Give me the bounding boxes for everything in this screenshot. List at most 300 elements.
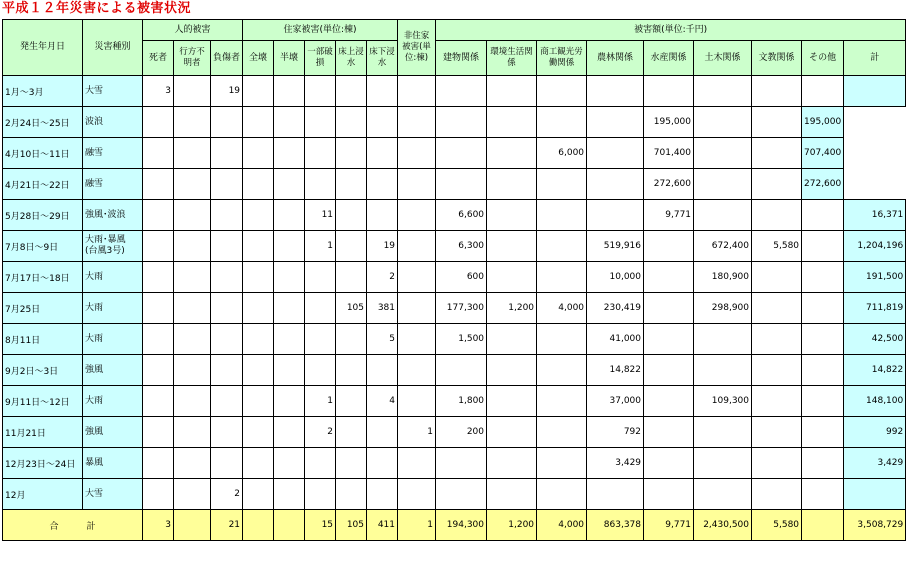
- row-total-cell: 16,371: [844, 200, 906, 231]
- value-cell: [587, 107, 644, 138]
- row-total-cell: 148,100: [844, 386, 906, 417]
- disaster-type-cell: 大雨･暴風 (台風3号): [83, 231, 143, 262]
- value-cell: [587, 138, 644, 169]
- total-value-cell: 21: [211, 510, 243, 541]
- value-cell: [487, 324, 537, 355]
- value-cell: [274, 169, 305, 200]
- total-value-cell: 5,580: [752, 510, 802, 541]
- value-cell: [487, 231, 537, 262]
- value-cell: [537, 200, 587, 231]
- value-cell: [644, 479, 694, 510]
- value-cell: [802, 262, 844, 293]
- subheader-cell: 農林関係: [587, 41, 644, 76]
- value-cell: [487, 76, 537, 107]
- table-row: [3, 200, 906, 231]
- value-cell: 2: [367, 262, 398, 293]
- value-cell: [243, 324, 274, 355]
- table-row: [3, 293, 906, 324]
- subheader-cell: 床上浸水: [336, 41, 367, 76]
- value-cell: [336, 138, 367, 169]
- subheader-cell: 水産関係: [644, 41, 694, 76]
- value-cell: [537, 262, 587, 293]
- value-cell: [143, 355, 174, 386]
- date-cell: 1月～3月: [3, 76, 83, 107]
- value-cell: [694, 324, 752, 355]
- value-cell: [243, 76, 274, 107]
- date-cell: 4月21日～22日: [3, 169, 83, 200]
- value-cell: [752, 293, 802, 324]
- subheader-cell: 負傷者: [211, 41, 243, 76]
- value-cell: [243, 107, 274, 138]
- value-cell: 9,771: [644, 200, 694, 231]
- value-cell: 1,500: [436, 324, 487, 355]
- value-cell: [752, 138, 802, 169]
- value-cell: [644, 231, 694, 262]
- value-cell: [694, 107, 752, 138]
- value-cell: [802, 448, 844, 479]
- value-cell: [802, 200, 844, 231]
- row-total-cell: 14,822: [844, 355, 906, 386]
- value-cell: 5,580: [752, 231, 802, 262]
- value-cell: 1: [305, 231, 336, 262]
- value-cell: [174, 231, 211, 262]
- value-cell: [274, 107, 305, 138]
- value-cell: [211, 169, 243, 200]
- value-cell: [211, 200, 243, 231]
- disaster-type-cell: 融雪: [83, 138, 143, 169]
- value-cell: [174, 107, 211, 138]
- value-cell: [537, 479, 587, 510]
- disaster-type-cell: 融雪: [83, 169, 143, 200]
- subheader-cell: 床下浸水: [367, 41, 398, 76]
- value-cell: [537, 107, 587, 138]
- value-cell: [243, 200, 274, 231]
- value-cell: 180,900: [694, 262, 752, 293]
- value-cell: [752, 417, 802, 448]
- value-cell: 177,300: [436, 293, 487, 324]
- value-cell: [752, 386, 802, 417]
- disaster-type-cell: 大雨: [83, 324, 143, 355]
- value-cell: [398, 138, 436, 169]
- value-cell: [336, 355, 367, 386]
- value-cell: [274, 200, 305, 231]
- total-label: [3, 510, 143, 541]
- value-cell: [305, 355, 336, 386]
- value-cell: [174, 479, 211, 510]
- value-cell: 381: [367, 293, 398, 324]
- table-row: [3, 76, 906, 107]
- total-value-cell: [243, 510, 274, 541]
- value-cell: [752, 324, 802, 355]
- value-cell: [694, 417, 752, 448]
- value-cell: 6,300: [436, 231, 487, 262]
- value-cell: [211, 355, 243, 386]
- value-cell: [305, 138, 336, 169]
- table-row: [3, 448, 906, 479]
- value-cell: [336, 76, 367, 107]
- value-cell: [644, 448, 694, 479]
- total-value-cell: 1,200: [487, 510, 537, 541]
- subheader-cell: 文教関係: [752, 41, 802, 76]
- value-cell: [143, 231, 174, 262]
- disaster-type-cell: 波浪: [83, 107, 143, 138]
- total-value-cell: 863,378: [587, 510, 644, 541]
- row-total-cell: 272,600: [802, 169, 844, 200]
- value-cell: [644, 324, 694, 355]
- disaster-type-cell: 大雨: [83, 386, 143, 417]
- value-cell: [644, 355, 694, 386]
- value-cell: [487, 417, 537, 448]
- value-cell: [367, 76, 398, 107]
- total-value-cell: 105: [336, 510, 367, 541]
- value-cell: [211, 386, 243, 417]
- value-cell: [305, 169, 336, 200]
- value-cell: [398, 200, 436, 231]
- row-total-cell: 711,819: [844, 293, 906, 324]
- value-cell: [211, 324, 243, 355]
- value-cell: [644, 386, 694, 417]
- grand-total-cell: 3,508,729: [844, 510, 906, 541]
- value-cell: [752, 169, 802, 200]
- value-cell: [537, 355, 587, 386]
- value-cell: [644, 262, 694, 293]
- table-row: [3, 169, 906, 200]
- value-cell: [305, 262, 336, 293]
- value-cell: [398, 448, 436, 479]
- value-cell: [436, 169, 487, 200]
- value-cell: [752, 200, 802, 231]
- value-cell: 2: [305, 417, 336, 448]
- damage-table: [2, 19, 906, 541]
- total-value-cell: 411: [367, 510, 398, 541]
- value-cell: [537, 231, 587, 262]
- total-value-cell: 3: [143, 510, 174, 541]
- value-cell: [143, 169, 174, 200]
- value-cell: [752, 107, 802, 138]
- value-cell: [174, 76, 211, 107]
- value-cell: [367, 448, 398, 479]
- date-cell: 9月11日～12日: [3, 386, 83, 417]
- value-cell: 2: [211, 479, 243, 510]
- value-cell: [367, 138, 398, 169]
- total-value-cell: [174, 510, 211, 541]
- total-value-cell: 2,430,500: [694, 510, 752, 541]
- value-cell: [243, 169, 274, 200]
- value-cell: [143, 107, 174, 138]
- row-total-cell: 707,400: [802, 138, 844, 169]
- disaster-type-cell: 大雨: [83, 262, 143, 293]
- value-cell: [143, 448, 174, 479]
- value-cell: 298,900: [694, 293, 752, 324]
- row-total-cell: 3,429: [844, 448, 906, 479]
- row-total-cell: 42,500: [844, 324, 906, 355]
- value-cell: [694, 169, 752, 200]
- value-cell: 1,800: [436, 386, 487, 417]
- value-cell: [367, 169, 398, 200]
- value-cell: [336, 231, 367, 262]
- value-cell: [274, 417, 305, 448]
- total-label-a: 合: [49, 521, 59, 532]
- value-cell: [211, 231, 243, 262]
- value-cell: [398, 231, 436, 262]
- value-cell: [336, 107, 367, 138]
- value-cell: [143, 386, 174, 417]
- value-cell: [537, 448, 587, 479]
- value-cell: 1: [305, 386, 336, 417]
- value-cell: [802, 355, 844, 386]
- value-cell: [305, 293, 336, 324]
- value-cell: [398, 76, 436, 107]
- value-cell: [274, 324, 305, 355]
- value-cell: [174, 386, 211, 417]
- disaster-type-cell: 大雨: [83, 293, 143, 324]
- value-cell: [336, 479, 367, 510]
- value-cell: [752, 355, 802, 386]
- value-cell: [644, 293, 694, 324]
- value-cell: [336, 200, 367, 231]
- value-cell: [436, 107, 487, 138]
- table-row: [3, 262, 906, 293]
- date-cell: 9月2日～3日: [3, 355, 83, 386]
- row-total-cell: 992: [844, 417, 906, 448]
- value-cell: [537, 386, 587, 417]
- value-cell: [694, 355, 752, 386]
- value-cell: 195,000: [644, 107, 694, 138]
- value-cell: [694, 479, 752, 510]
- header-amount: 被害額(単位:千円): [436, 20, 906, 41]
- subheader-cell: 行方不明者: [174, 41, 211, 76]
- value-cell: [802, 479, 844, 510]
- value-cell: [752, 76, 802, 107]
- value-cell: [174, 262, 211, 293]
- value-cell: [436, 138, 487, 169]
- date-cell: 12月: [3, 479, 83, 510]
- value-cell: 200: [436, 417, 487, 448]
- subheader-cell: 死者: [143, 41, 174, 76]
- value-cell: [274, 231, 305, 262]
- disaster-type-cell: 強風: [83, 355, 143, 386]
- subheader-cell: 環境生活関係: [487, 41, 537, 76]
- disaster-type-cell: 強風: [83, 417, 143, 448]
- value-cell: [336, 448, 367, 479]
- value-cell: [694, 448, 752, 479]
- value-cell: [398, 107, 436, 138]
- total-value-cell: 9,771: [644, 510, 694, 541]
- value-cell: 3: [143, 76, 174, 107]
- table-row: [3, 417, 906, 448]
- value-cell: 6,000: [537, 138, 587, 169]
- value-cell: [274, 76, 305, 107]
- value-cell: [274, 262, 305, 293]
- value-cell: [367, 355, 398, 386]
- value-cell: [694, 138, 752, 169]
- value-cell: [336, 324, 367, 355]
- value-cell: [587, 479, 644, 510]
- value-cell: [143, 417, 174, 448]
- value-cell: [211, 417, 243, 448]
- value-cell: [243, 448, 274, 479]
- value-cell: [802, 324, 844, 355]
- value-cell: [537, 169, 587, 200]
- table-row: [3, 324, 906, 355]
- value-cell: [305, 448, 336, 479]
- value-cell: [243, 231, 274, 262]
- value-cell: [487, 386, 537, 417]
- value-cell: [487, 169, 537, 200]
- value-cell: [367, 107, 398, 138]
- value-cell: [243, 479, 274, 510]
- value-cell: [398, 479, 436, 510]
- date-cell: 4月10日～11日: [3, 138, 83, 169]
- value-cell: [174, 417, 211, 448]
- subheader-cell: 全壊: [243, 41, 274, 76]
- value-cell: 272,600: [644, 169, 694, 200]
- value-cell: [305, 324, 336, 355]
- header-nonresidential: 非住家被害(単位:棟): [398, 20, 436, 76]
- value-cell: [398, 386, 436, 417]
- value-cell: 701,400: [644, 138, 694, 169]
- value-cell: 19: [211, 76, 243, 107]
- value-cell: [644, 417, 694, 448]
- row-total-cell: 1,204,196: [844, 231, 906, 262]
- value-cell: [243, 355, 274, 386]
- value-cell: 6,600: [436, 200, 487, 231]
- table-row: [3, 479, 906, 510]
- value-cell: [305, 76, 336, 107]
- value-cell: [537, 324, 587, 355]
- row-total-cell: 195,000: [802, 107, 844, 138]
- value-cell: [752, 479, 802, 510]
- page-title: 平成１２年災害による被害状況: [2, 1, 192, 16]
- value-cell: [587, 169, 644, 200]
- header-human: 人的被害: [143, 20, 243, 41]
- value-cell: [398, 169, 436, 200]
- value-cell: [174, 138, 211, 169]
- subheader-cell: 一部破損: [305, 41, 336, 76]
- value-cell: [398, 355, 436, 386]
- value-cell: [336, 262, 367, 293]
- value-cell: [274, 138, 305, 169]
- value-cell: [243, 293, 274, 324]
- date-cell: 11月21日: [3, 417, 83, 448]
- value-cell: 37,000: [587, 386, 644, 417]
- value-cell: [143, 324, 174, 355]
- value-cell: 41,000: [587, 324, 644, 355]
- value-cell: 230,419: [587, 293, 644, 324]
- row-total-cell: [844, 479, 906, 510]
- value-cell: [802, 293, 844, 324]
- value-cell: [398, 324, 436, 355]
- date-cell: 2月24日～25日: [3, 107, 83, 138]
- value-cell: [211, 293, 243, 324]
- value-cell: [487, 479, 537, 510]
- value-cell: 600: [436, 262, 487, 293]
- value-cell: [436, 448, 487, 479]
- table-row: [3, 107, 906, 138]
- value-cell: 519,916: [587, 231, 644, 262]
- value-cell: [143, 200, 174, 231]
- subheader-cell: 計: [844, 41, 906, 76]
- value-cell: 10,000: [587, 262, 644, 293]
- value-cell: [487, 448, 537, 479]
- date-cell: 8月11日: [3, 324, 83, 355]
- subheader-cell: 土木関係: [694, 41, 752, 76]
- total-value-cell: 194,300: [436, 510, 487, 541]
- value-cell: [436, 76, 487, 107]
- header-date: 発生年月日: [3, 20, 83, 76]
- value-cell: [174, 324, 211, 355]
- value-cell: [537, 76, 587, 107]
- value-cell: 14,822: [587, 355, 644, 386]
- disaster-type-cell: 大雪: [83, 479, 143, 510]
- value-cell: [367, 200, 398, 231]
- value-cell: [487, 138, 537, 169]
- value-cell: [802, 386, 844, 417]
- value-cell: [143, 262, 174, 293]
- value-cell: 1,200: [487, 293, 537, 324]
- value-cell: [211, 448, 243, 479]
- total-label-b: 計: [86, 521, 96, 532]
- value-cell: 109,300: [694, 386, 752, 417]
- value-cell: 19: [367, 231, 398, 262]
- value-cell: 105: [336, 293, 367, 324]
- value-cell: [243, 386, 274, 417]
- value-cell: [243, 262, 274, 293]
- value-cell: [174, 355, 211, 386]
- total-row: [3, 510, 906, 541]
- value-cell: [336, 417, 367, 448]
- date-cell: 5月28日～29日: [3, 200, 83, 231]
- value-cell: [143, 479, 174, 510]
- value-cell: [398, 293, 436, 324]
- value-cell: [752, 448, 802, 479]
- subheader-cell: 建物関係: [436, 41, 487, 76]
- total-value-cell: [802, 510, 844, 541]
- value-cell: [274, 355, 305, 386]
- value-cell: 4: [367, 386, 398, 417]
- value-cell: [211, 138, 243, 169]
- value-cell: [487, 200, 537, 231]
- value-cell: [143, 138, 174, 169]
- value-cell: [143, 293, 174, 324]
- value-cell: [694, 200, 752, 231]
- disaster-type-cell: 暴風: [83, 448, 143, 479]
- date-cell: 7月17日～18日: [3, 262, 83, 293]
- value-cell: [174, 200, 211, 231]
- row-total-cell: 191,500: [844, 262, 906, 293]
- value-cell: 3,429: [587, 448, 644, 479]
- value-cell: [336, 169, 367, 200]
- value-cell: 11: [305, 200, 336, 231]
- value-cell: 792: [587, 417, 644, 448]
- total-value-cell: 1: [398, 510, 436, 541]
- value-cell: [174, 293, 211, 324]
- subheader-cell: その他: [802, 41, 844, 76]
- value-cell: [587, 76, 644, 107]
- value-cell: [802, 417, 844, 448]
- value-cell: [537, 417, 587, 448]
- value-cell: [587, 200, 644, 231]
- value-cell: [367, 479, 398, 510]
- value-cell: [367, 417, 398, 448]
- value-cell: [336, 386, 367, 417]
- row-total-cell: [844, 76, 906, 107]
- value-cell: 5: [367, 324, 398, 355]
- value-cell: [802, 231, 844, 262]
- header-type: 災害種別: [83, 20, 143, 76]
- table-row: [3, 355, 906, 386]
- value-cell: [436, 355, 487, 386]
